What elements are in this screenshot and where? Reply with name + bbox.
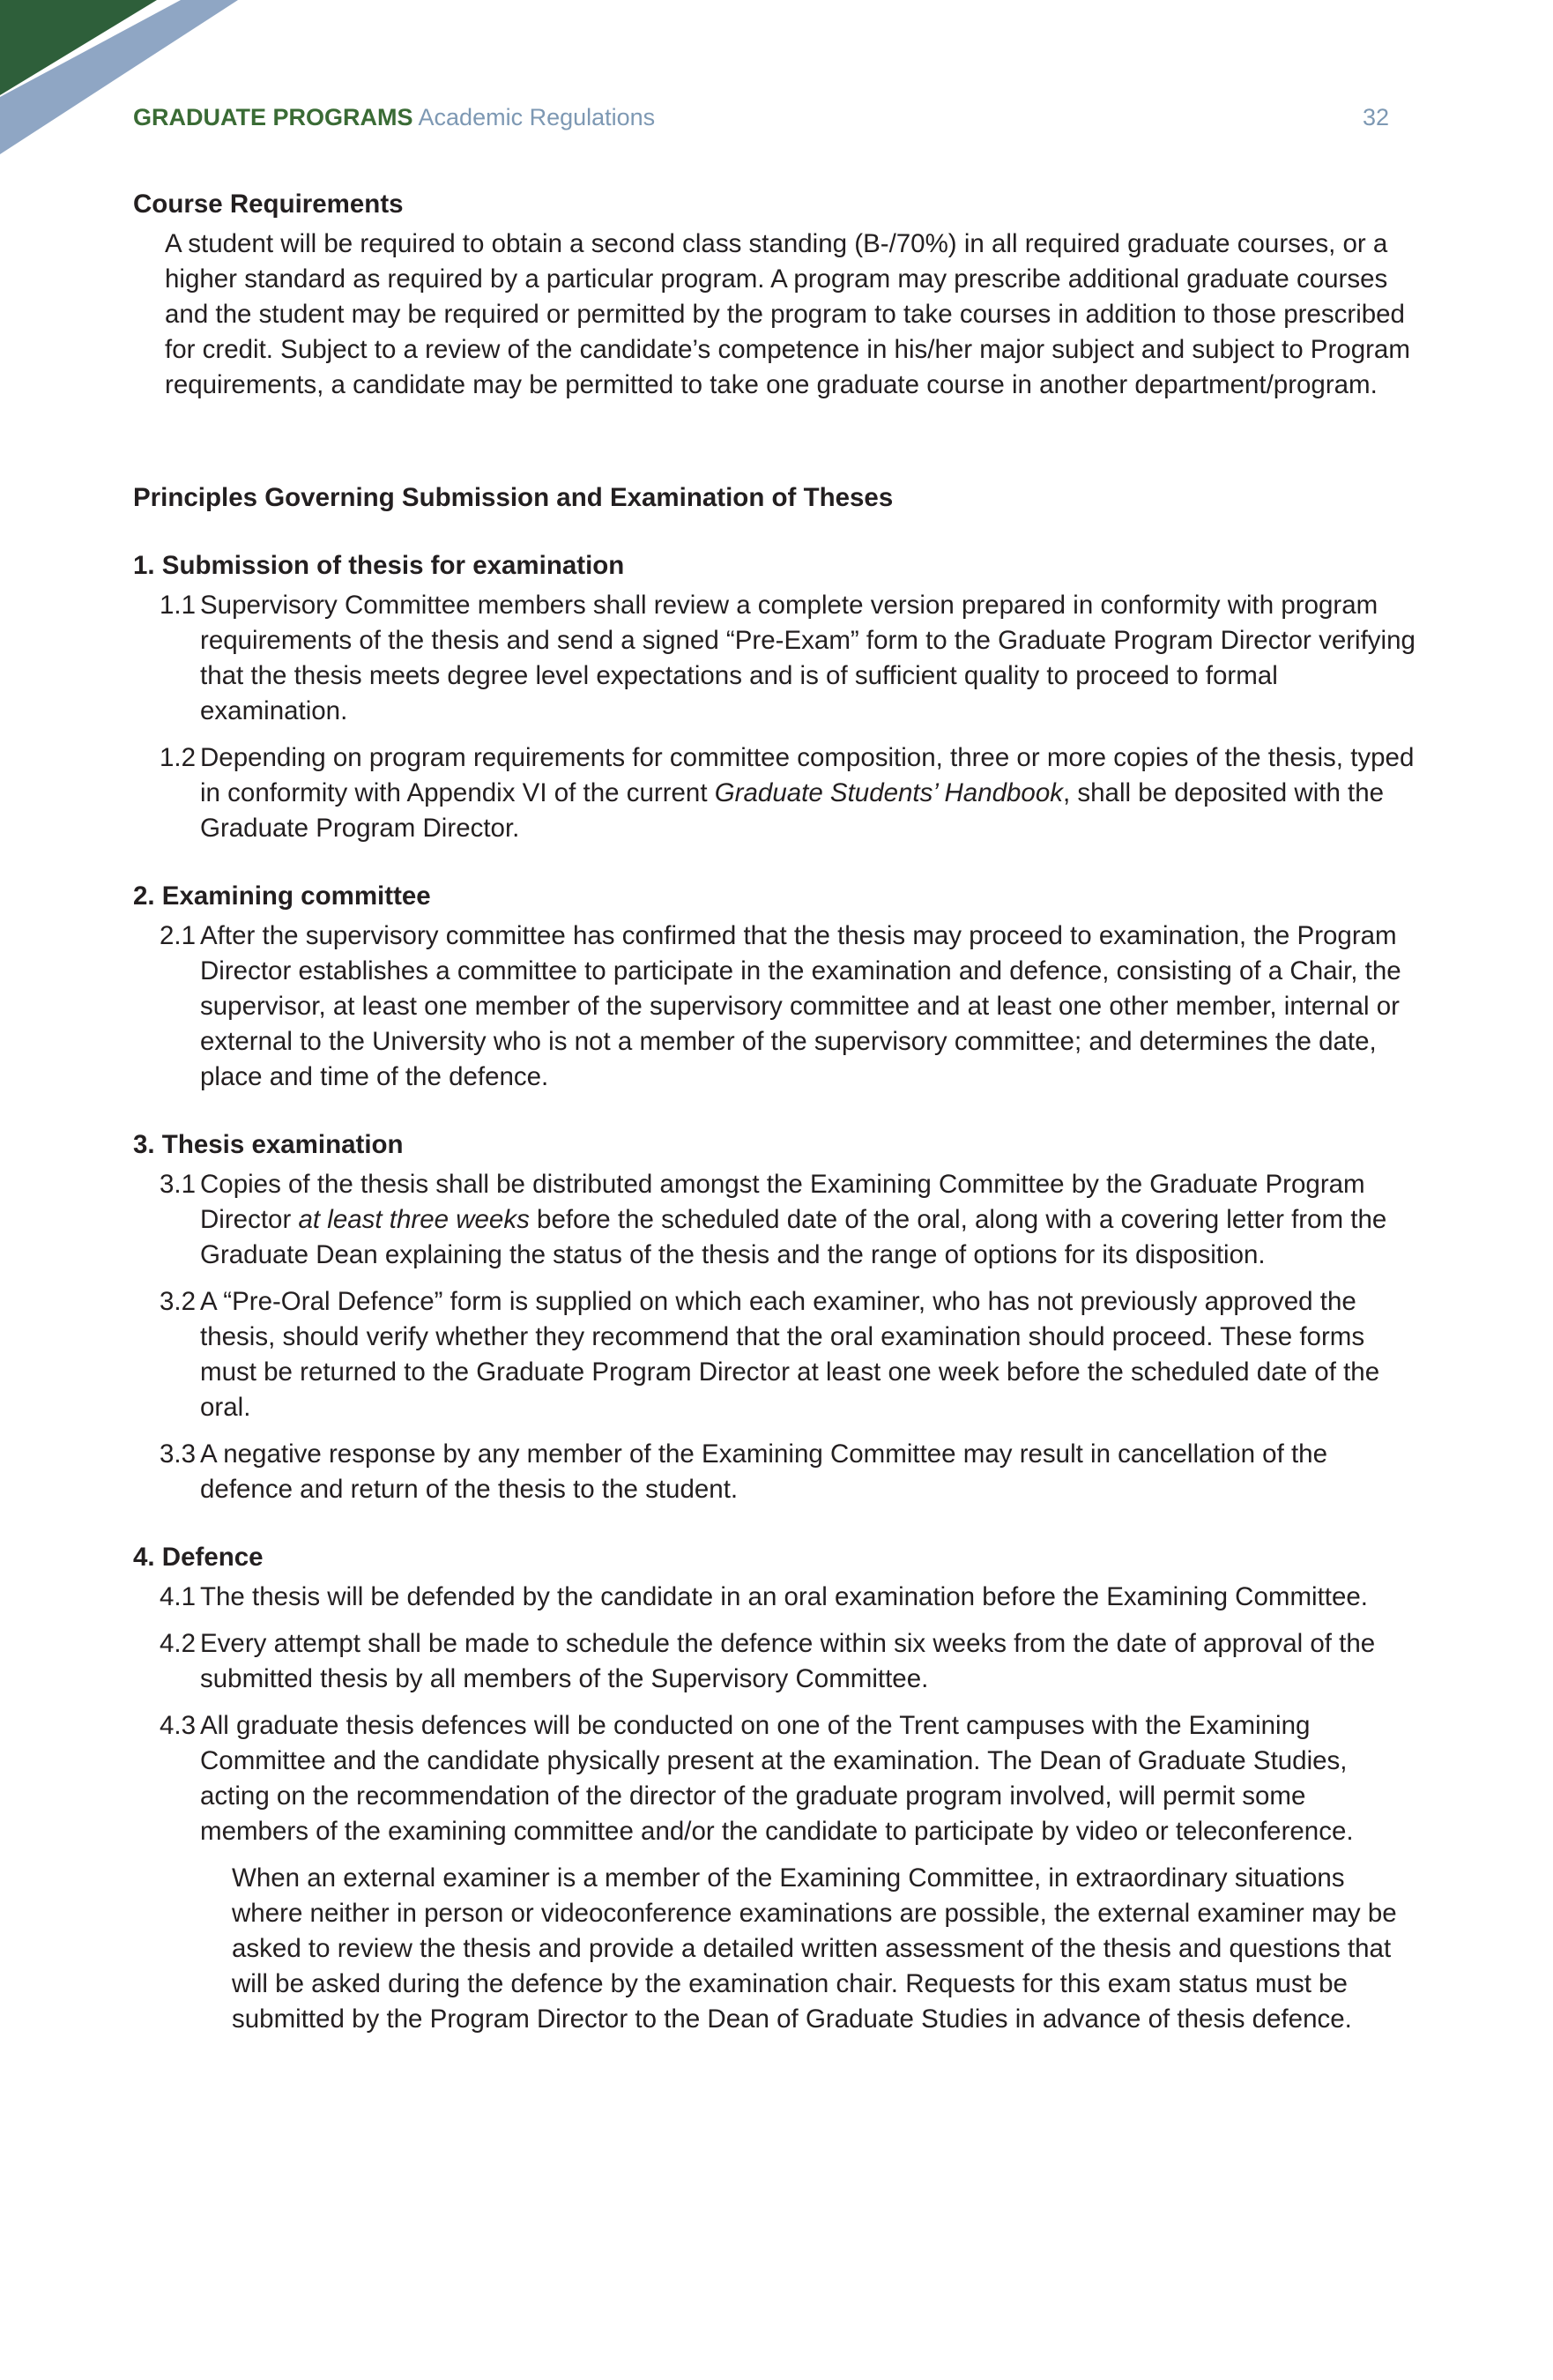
item-continuation-text: When an external examiner is a member of the Examining Committee, in extraordinary situations where neither in person or videoconference examinations are possible, the external examiner may be asked to review the thesis and provide a detailed written assessment of the thesis and questions that will be asked during the defence by the examination chair. Requests for this exam status must be submitted by the Program Director to the Dean of Graduate Studies in advance of thesis defence. [232,1863,1397,2034]
item-number: 3.1 [160,1170,197,1199]
page-header [133,100,1389,135]
item-number: 4.3 [160,1711,197,1740]
list-item [133,1437,1420,1507]
course-requirements-text: A student will be required to obtain a second class standing (B-/70%) in all required graduate courses, or a higher standard as required by a particular program. A program may prescribe additional graduate courses and the student may be required or permitted by the program to take courses in addition to those prescribed for credit. Subject to a review of the candidate’s competence in his/her major subject and subject to Program requirements, a candidate may be permitted to take one graduate course in another department/program. [165,229,1410,399]
section-3-heading: 3. Thesis examination [133,1130,404,1159]
list-item [133,1284,1420,1425]
item-number: 3.3 [160,1439,197,1469]
list-item [133,1626,1420,1697]
item-number: 4.2 [160,1629,197,1658]
page-number: 32 [1362,104,1389,130]
header-program: GRADUATE PROGRAMS [133,104,413,130]
item-number: 4.1 [160,1582,197,1611]
list-item [133,1580,1420,1615]
item-text [200,740,1420,846]
page-body [133,187,1420,2037]
list-item [133,740,1420,846]
item-number: 1.1 [160,591,197,620]
corner-decoration [0,0,247,159]
course-requirements-heading: Course Requirements [133,190,404,219]
item-number: 1.2 [160,743,197,772]
item-number: 2.1 [160,921,197,950]
item-text-part: Depending on program requirements for committee composition, three or more copies of the thesis, typed in conformity with Appendix VI of the current [200,743,1415,807]
item-text-part: Copies of the thesis shall be distributed amongst the Examining Committee by the Graduate Program Director [200,1170,1365,1234]
item-text-part: , shall be deposited with the Graduate Program Director. [200,778,1385,843]
list-item [133,1167,1420,1273]
item-text: Supervisory Committee members shall review a complete version prepared in conformity with program requirements of the thesis and send a signed “Pre-Exam” form to the Graduate Program Director verifying that the thesis meets degree level expectations and is of sufficient quality to proceed to formal examination. [200,591,1416,725]
item-text-part: before the scheduled date of the oral, along with a covering letter from the Graduate Dean explaining the status of the thesis and the range of options for its disposition. [200,1205,1387,1269]
item-text: A “Pre-Oral Defence” form is supplied on which each examiner, who has not previously approved the thesis, should verify whether they recommend that the oral examination should proceed. These forms must be returned to the Graduate Program Director at least one week before the scheduled date of the oral. [200,1287,1380,1422]
item-text: All graduate thesis defences will be conducted on one of the Trent campuses with the Examining Committee and the candidate physically present at the examination. The Dean of Graduate Studies, acting on the recommendation of the director of the graduate program involved, will permit some members of the examining committee and/or the candidate to participate by video or teleconference. [200,1711,1354,1846]
item-text: Every attempt shall be made to schedule the defence within six weeks from the date of approval of the submitted thesis by all members of the Supervisory Committee. [200,1629,1376,1693]
item-number: 3.2 [160,1287,197,1316]
section-4-heading: 4. Defence [133,1543,264,1572]
list-item [133,1708,1420,1849]
section-2-heading: 2. Examining committee [133,881,431,911]
emphasis-text: at least three weeks [298,1205,530,1234]
section-1-heading: 1. Submission of thesis for examination [133,551,625,580]
item-text [200,1167,1420,1273]
item-text: After the supervisory committee has confirmed that the thesis may proceed to examination, the Program Director establishes a committee to participate in the examination and defence, consisting of a Chair, the supervisor, at least one member of the supervisory committee and at least one other member, internal or external to the University who is not a member of the supervisory committee; and determines the date, place and time of the defence. [200,921,1401,1091]
header-section: Academic Regulations [418,104,656,130]
handbook-title: Graduate Students’ Handbook [714,778,1063,807]
list-item [133,919,1420,1095]
list-item [133,588,1420,729]
principles-heading: Principles Governing Submission and Examination of Theses [133,483,894,512]
item-text: A negative response by any member of the Examining Committee may result in cancellation of the defence and return of the thesis to the student. [200,1439,1327,1504]
item-text: The thesis will be defended by the candidate in an oral examination before the Examining Committee. [200,1582,1368,1611]
